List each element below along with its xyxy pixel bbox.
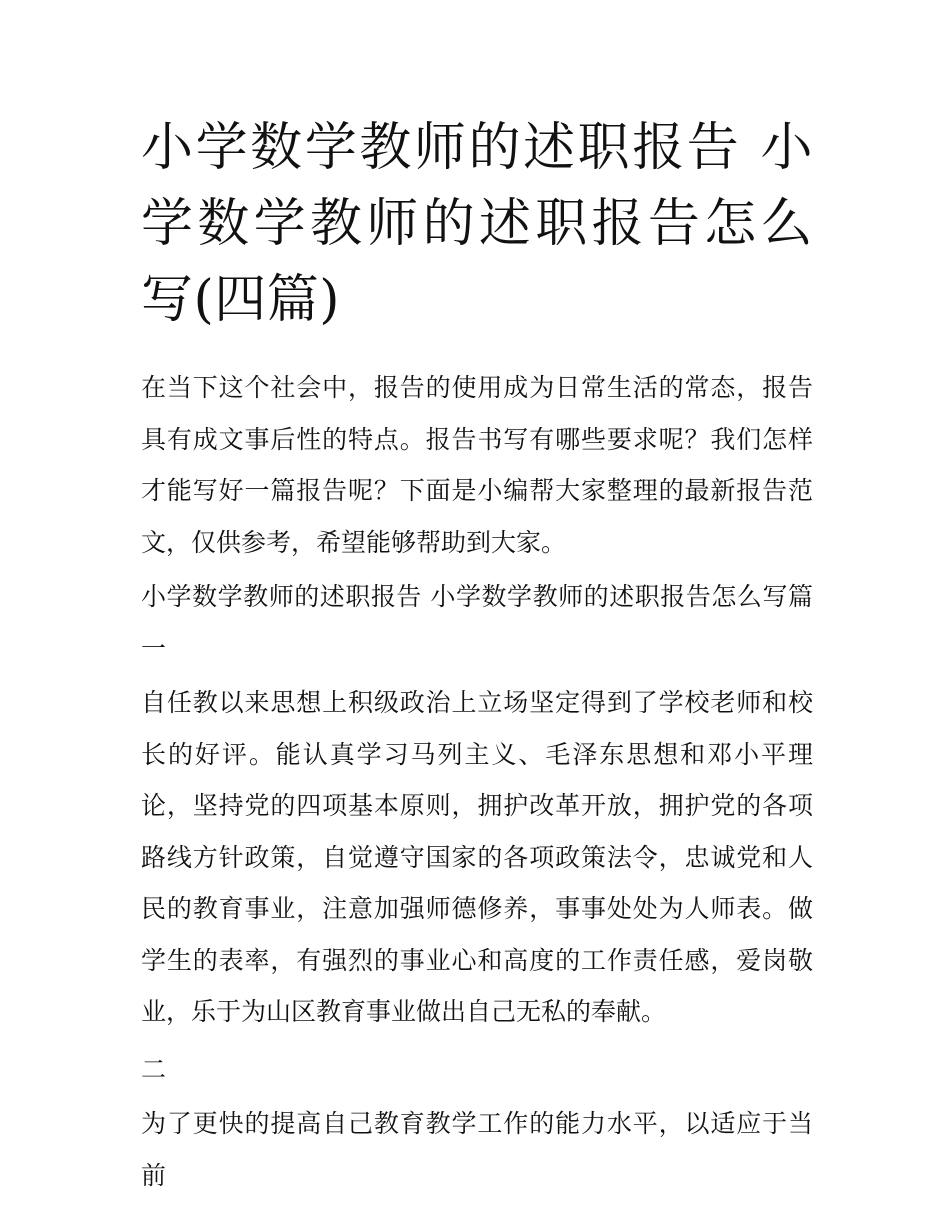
body-paragraph: 自任教以来思想上积级政治上立场坚定得到了学校老师和校长的好评。能认真学习马列主义、毛泽东思想和邓小平理论，坚持党的四项基本原则，拥护改革开放，拥护党的各项路线方针政策，自觉遵守国家的各项政策法令，忠诚党和人民的教育事业，注意加强师德修养，事事处处为人师表。做学生的表率，有强烈的事业心和高度的工作责任感，爱岗敬业，乐于为山区教育事业做出自己无私的奉献。 (141, 688, 813, 1026)
intro-paragraph: 在当下这个社会中，报告的使用成为日常生活的常态，报告具有成文事后性的特点。报告书写有哪些要求呢？我们怎样才能写好一篇报告呢？下面是小编帮大家整理的最新报告范文，仅供参考，希望能够帮助到大家。 (141, 373, 813, 557)
document-body (141, 110, 813, 1201)
document-title: 小学数学教师的述职报告 小学数学教师的述职报告怎么写(四篇) (141, 118, 813, 330)
section-marker: 二 (141, 1054, 167, 1084)
body-paragraph: 为了更快的提高自己教育教学工作的能力水平，以适应于当前 (141, 1109, 813, 1190)
section-heading: 小学数学教师的述职报告 小学数学教师的述职报告怎么写篇一 (141, 582, 813, 663)
